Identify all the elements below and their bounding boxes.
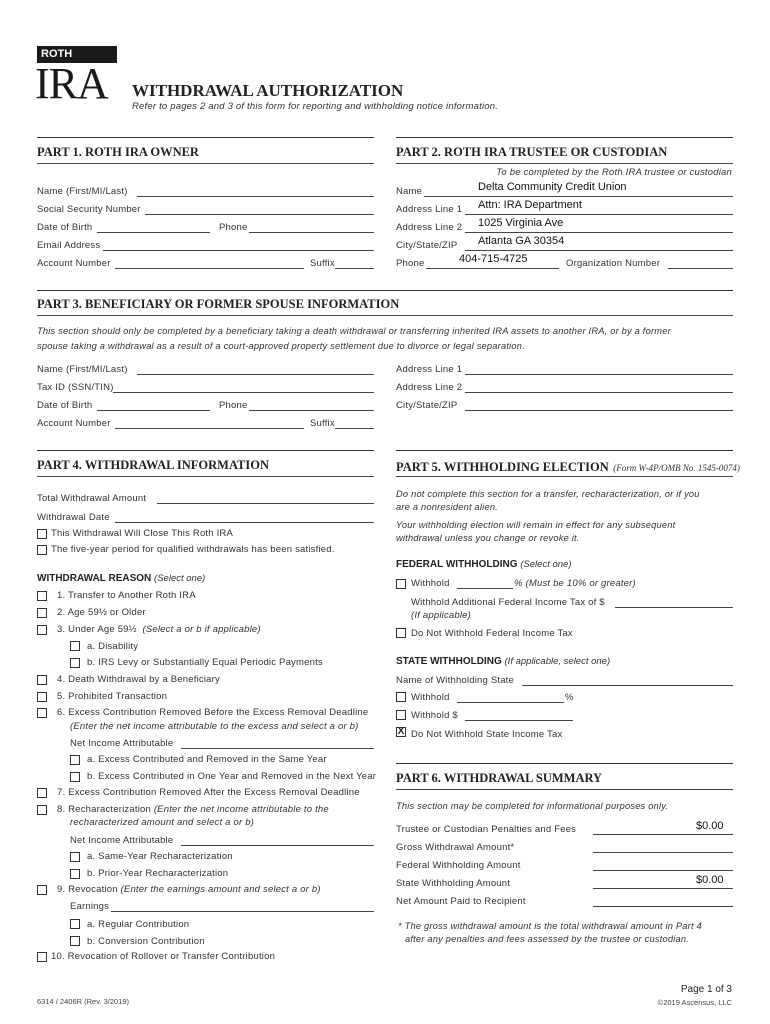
reason-5-label: 5. Prohibited Transaction [57,691,168,702]
p1-suffix-field[interactable] [335,268,374,269]
divider [37,315,733,316]
reason-select: (Select one) [154,573,206,584]
divider [37,163,374,164]
reason-9-earnings-label: Earnings [70,901,110,912]
p1-name-label: Name (First/MI/Last) [37,186,128,197]
p3-suffix-field[interactable] [335,428,374,429]
p3-account-field[interactable] [115,428,304,429]
divider [396,476,733,477]
logo-ira: IRA [35,59,108,108]
no-state-label: Do Not Withhold State Income Tax [411,729,563,740]
reason-6b-checkbox[interactable] [70,772,80,782]
p1-dob-label: Date of Birth [37,222,93,233]
p2-phone-field[interactable] [426,268,559,269]
gross-label: Gross Withdrawal Amount* [396,842,515,853]
reason-3-text [57,624,261,635]
p1-ssn-label: Social Security Number [37,204,141,215]
p3-taxid-label: Tax ID (SSN/TIN) [37,382,114,393]
p2-phone-value[interactable]: 404-715-4725 [459,253,528,265]
reason-3b-label: b. IRS Levy or Substantially Equal Periodic Payments [87,657,323,668]
logo-roth: ROTH [41,48,73,60]
divider [396,789,733,790]
p1-phone-label: Phone [219,222,248,233]
divider [396,763,733,764]
fed-withhold-pct-field[interactable] [457,588,513,589]
reason-label: WITHDRAWAL REASON [37,573,152,584]
reason-8a-checkbox[interactable] [70,852,80,862]
state-withhold-pct-field[interactable] [457,702,564,703]
part3-note-2: spouse taking a withdrawal as a result of a court-approved property settlement due to divorce or legal separation. [37,341,525,351]
state-withhold-amt-field[interactable] [465,720,573,721]
reason-7-checkbox[interactable] [37,788,47,798]
part6-note: This section may be completed for informational purposes only. [396,801,669,811]
page-title: WITHDRAWAL AUTHORIZATION [132,81,404,100]
reason-3a-checkbox[interactable] [70,641,80,651]
part4-heading: PART 4. WITHDRAWAL INFORMATION [37,458,269,472]
penalties-label: Trustee or Custodian Penalties and Fees [396,824,577,835]
state-select: (If applicable, select one) [504,656,611,667]
state-name-field[interactable] [522,685,733,686]
reason-5-checkbox[interactable] [37,692,47,702]
divider [396,450,733,451]
p2-addr2-label: Address Line 2 [396,222,463,233]
no-fed-checkbox[interactable] [396,628,406,638]
reason-4-checkbox[interactable] [37,675,47,685]
state-name-label: Name of Withholding State [396,675,515,686]
p1-email-field[interactable] [103,250,374,251]
federal-select: (Select one) [520,559,572,570]
p3-addr2-label: Address Line 2 [396,382,463,393]
reason-9-instruction: (Enter the earnings amount and select a or b) [120,884,321,895]
page-number: Page 1 of 3 [680,984,732,995]
p1-suffix-label: Suffix [310,258,335,269]
p3-suffix-label: Suffix [310,418,335,429]
part5-note-1b: are a nonresident alien. [396,502,498,512]
reason-9a-checkbox[interactable] [70,919,80,929]
stateamt-field[interactable] [593,888,733,889]
penalties-value[interactable]: $0.00 [696,820,724,832]
no-fed-label: Do Not Withhold Federal Income Tax [411,628,573,639]
reason-3-checkbox[interactable] [37,625,47,635]
p3-phone-label: Phone [219,400,248,411]
reason-3a-label: a. Disability [87,641,139,652]
reason-6-instruction: (Enter the net income attributable to the excess and select a or b) [70,721,359,732]
p2-org-label: Organization Number [566,258,661,269]
p2-name-label: Name [396,186,423,197]
fed-withhold-checkbox[interactable] [396,579,406,589]
p4-fiveyear-checkbox[interactable] [37,545,47,555]
reason-6-nia-label: Net Income Attributable [70,738,174,749]
reason-9a-label: a. Regular Contribution [87,919,190,930]
p1-dob-field[interactable] [97,232,210,233]
divider [37,450,374,451]
p2-addr1-value[interactable]: Attn: IRA Department [478,199,582,211]
reason-8b-label: b. Prior-Year Recharacterization [87,868,229,879]
p2-name-field[interactable] [424,196,733,197]
p2-addr2-value[interactable]: 1025 Virginia Ave [478,217,564,229]
reason-8-instruction: (Enter the net income attributable to the [153,804,329,815]
p3-addr1-field[interactable] [465,374,733,375]
part5-note-1: Do not complete this section for a transfer, recharacterization, or if you [396,489,700,499]
p3-city-field[interactable] [465,410,733,411]
p2-city-field[interactable] [465,250,733,251]
reason-8-text [57,804,329,815]
p2-city-value[interactable]: Atlanta GA 30354 [478,235,565,247]
reason-9-label: 9. Revocation [57,884,118,895]
p1-account-field[interactable] [115,268,304,269]
state-pct-sign: % [565,692,574,703]
part6-footnote-1: * The gross withdrawal amount is the total withdrawal amount in Part 4 [398,921,702,931]
reason-6a-checkbox[interactable] [70,755,80,765]
p3-account-label: Account Number [37,418,111,429]
p4-total-field[interactable] [157,503,374,504]
reason-heading [37,573,205,584]
p4-total-label: Total Withdrawal Amount [37,493,147,504]
p2-addr1-label: Address Line 1 [396,204,463,215]
state-label: STATE WITHHOLDING [396,656,502,667]
p3-dob-label: Date of Birth [37,400,93,411]
copyright: ©2019 Ascensus, LLC [657,998,732,1007]
part6-heading: PART 6. WITHDRAWAL SUMMARY [396,771,603,785]
reason-10-checkbox[interactable] [37,952,47,962]
reason-1-label: 1. Transfer to Another Roth IRA [57,590,196,601]
part5-note-2b: withdrawal unless you change or revoke it. [396,533,580,543]
reason-1-checkbox[interactable] [37,591,47,601]
reason-9-checkbox[interactable] [37,885,47,895]
reason-2-label: 2. Age 59½ or Older [57,607,146,618]
divider [37,290,733,291]
reason-6-nia-field[interactable] [181,748,374,749]
reason-7-label: 7. Excess Contribution Removed After the Excess Removal Deadline [57,787,360,798]
fed-ifapp: (If applicable) [411,610,472,621]
state-withhold-amt-label: Withhold $ [411,710,458,721]
p3-taxid-field[interactable] [113,392,374,393]
fed-withhold-label: Withhold [411,578,450,589]
reason-8a-label: a. Same-Year Recharacterization [87,851,233,862]
no-state-checkbox[interactable]: X [397,726,405,737]
p4-close-label: This Withdrawal Will Close This Roth IRA [51,528,234,539]
reason-8-instruction-2: recharacterized amount and select a or b) [70,817,255,828]
reason-3b-checkbox[interactable] [70,658,80,668]
reason-6b-label: b. Excess Contributed in One Year and Removed in the Next Year [87,771,377,782]
reason-6-label: 6. Excess Contribution Removed Before the Excess Removal Deadline [57,707,369,718]
reason-9-text [57,884,321,895]
p3-phone-field[interactable] [249,410,374,411]
reason-3-label: 3. Under Age 59½ [57,624,137,635]
reason-10-label: 10. Revocation of Rollover or Transfer Contribution [51,951,276,962]
reason-3-instruction: (Select a or b if applicable) [142,624,261,635]
p1-account-label: Account Number [37,258,111,269]
p1-phone-field[interactable] [249,232,374,233]
gross-field[interactable] [593,852,733,853]
part1-heading: PART 1. ROTH IRA OWNER [37,145,199,159]
p1-name-field[interactable] [137,196,374,197]
reason-8-label: 8. Recharacterization [57,804,151,815]
fedamt-field[interactable] [593,870,733,871]
p2-org-field[interactable] [668,268,733,269]
federal-label: FEDERAL WITHHOLDING [396,559,518,570]
p3-addr1-label: Address Line 1 [396,364,463,375]
part6-footnote-2: after any penalties and fees assessed by the trustee or custodian. [405,934,690,944]
state-withhold-pct-label: Withhold [411,692,450,703]
reason-9-earnings-field[interactable] [111,911,374,912]
p3-dob-field[interactable] [97,410,210,411]
fedamt-label: Federal Withholding Amount [396,860,521,871]
part3-note-1: This section should only be completed by a beneficiary taking a death withdrawal or transferring inherited IRA assets to another IRA, or by a former [37,326,671,336]
p3-addr2-field[interactable] [465,392,733,393]
state-withhold-pct-checkbox[interactable] [396,692,406,702]
p2-addr2-field[interactable] [465,232,733,233]
part3-heading: PART 3. BENEFICIARY OR FORMER SPOUSE INFORMATION [37,297,400,311]
p1-email-label: Email Address [37,240,101,251]
p2-phone-label: Phone [396,258,425,269]
fed-pct-note: % (Must be 10% or greater) [514,578,636,589]
part5-heading: PART 5. WITHHOLDING ELECTION [396,460,609,474]
reason-8-checkbox[interactable] [37,805,47,815]
p3-name-label: Name (First/MI/Last) [37,364,128,375]
p4-date-label: Withdrawal Date [37,512,110,523]
federal-heading [396,559,572,570]
reason-8b-checkbox[interactable] [70,869,80,879]
reason-9b-checkbox[interactable] [70,936,80,946]
p4-close-checkbox[interactable] [37,529,47,539]
part5-note-2: Your withholding election will remain in effect for any subsequent [396,520,676,530]
net-label: Net Amount Paid to Recipient [396,896,526,907]
state-heading [396,656,610,667]
p2-city-label: City/State/ZIP [396,240,458,251]
net-field[interactable] [593,906,733,907]
reason-6-checkbox[interactable] [37,708,47,718]
divider [396,137,733,138]
reason-8-nia-field[interactable] [181,845,374,846]
reason-6a-label: a. Excess Contributed and Removed in the Same Year [87,754,327,765]
form-number: 6314 / 2406R (Rev. 3/2019) [37,997,130,1006]
p2-addr1-field[interactable] [465,214,733,215]
fed-addl-field[interactable] [615,607,733,608]
reason-4-label: 4. Death Withdrawal by a Beneficiary [57,674,220,685]
p2-name-value[interactable]: Delta Community Credit Union [478,181,627,193]
stateamt-value[interactable]: $0.00 [696,874,724,886]
penalties-field[interactable] [593,834,733,835]
divider [37,476,374,477]
reason-9b-label: b. Conversion Contribution [87,936,205,947]
stateamt-label: State Withholding Amount [396,878,511,889]
p4-date-field[interactable] [115,522,374,523]
part5-heading-row [396,458,740,476]
part5-omb: (Form W-4P/OMB No. 1545-0074) [613,463,740,473]
divider [396,163,733,164]
divider [37,137,374,138]
state-withhold-amt-checkbox[interactable] [396,710,406,720]
reason-8-nia-label: Net Income Attributable [70,835,174,846]
part2-heading: PART 2. ROTH IRA TRUSTEE OR CUSTODIAN [396,145,668,159]
p3-city-label: City/State/ZIP [396,400,458,411]
p3-name-field[interactable] [137,374,374,375]
part2-note: To be completed by the Roth IRA trustee or custodian [496,167,732,178]
reason-2-checkbox[interactable] [37,608,47,618]
page-subtitle: Refer to pages 2 and 3 of this form for reporting and withholding notice information. [132,101,499,112]
p1-ssn-field[interactable] [145,214,374,215]
fed-addl-label: Withhold Additional Federal Income Tax of $ [411,597,605,608]
p4-fiveyear-label: The five-year period for qualified withdrawals has been satisfied. [51,544,335,555]
